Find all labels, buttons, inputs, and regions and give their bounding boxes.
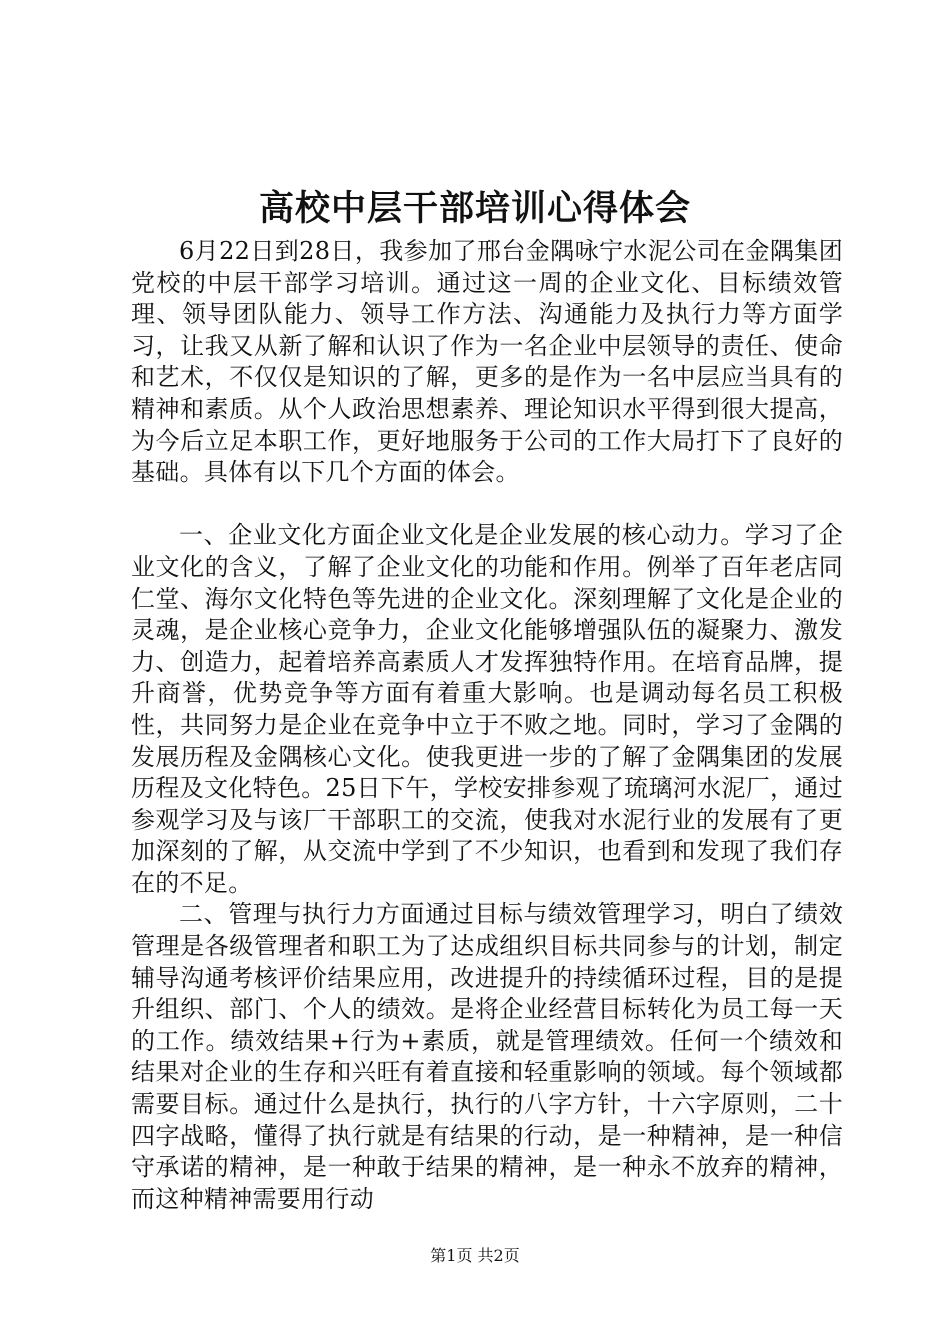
paragraph-management-execution: 二、管理与执行力方面通过目标与绩效管理学习，明白了绩效管理是各级管理者和职工为了达成组织目标共同参与的计划，制定辅导沟通考核评价结果应用，改进提升的持续循环过程，目的是提升组织、部门、个人的绩效。是将企业经营目标转化为员工每一天的工作。绩效结果+行为+素质，就是管理绩效。任何一个绩效和结果对企业的生存和兴旺有着直接和轻重影响的领域。每个领域都需要目标。通过什么是执行，执行的八字方针，十六字原则，二十四字战略，懂得了执行就是有结果的行动，是一种精神，是一种信守承诺的精神，是一种敢于结果的精神，是一种永不放弃的精神，而这种精神需要用行动 (131, 900, 843, 1213)
document-title: 高校中层干部培训心得体会 (258, 188, 691, 229)
paragraph-corporate-culture: 一、企业文化方面企业文化是企业发展的核心动力。学习了企业文化的含义，了解了企业文化的功能和作用。例举了百年老店同仁堂、海尔文化特色等先进的企业文化。深刻理解了文化是企业的灵魂，是企业核心竞争力，企业文化能够增强队伍的凝聚力、激发力、创造力，起着培养高素质人才发挥独特作用。在培育品牌，提升商誉，优势竞争等方面有着重大影响。也是调动每名员工积极性，共同努力是企业在竞争中立于不败之地。同时，学习了金隅的发展历程及金隅核心文化。使我更进一步的了解了金隅集团的发展历程及文化特色。25日下午，学校安排参观了琉璃河水泥厂，通过参观学习及与该厂干部职工的交流，使我对水泥行业的发展有了更加深刻的了解，从交流中学到了不少知识，也看到和发现了我们存在的不足。 (131, 521, 843, 897)
paragraph-intro: 6月22日到28日，我参加了邢台金隅咏宁水泥公司在金隅集团党校的中层干部学习培训。通过这一周的企业文化、目标绩效管理、领导团队能力、领导工作方法、沟通能力及执行力等方面学习，让我又从新了解和认识了作为一名企业中层领导的责任、使命和艺术，不仅仅是知识的了解，更多的是作为一名中层应当具有的精神和素质。从个人政治思想素养、理论知识水平得到很大提高，为今后立足本职工作，更好地服务于公司的工作大局打下了良好的基础。具体有以下几个方面的体会。 (131, 237, 843, 487)
page-number-footer: 第1页 共2页 (430, 1246, 520, 1265)
document-body (131, 236, 843, 1215)
